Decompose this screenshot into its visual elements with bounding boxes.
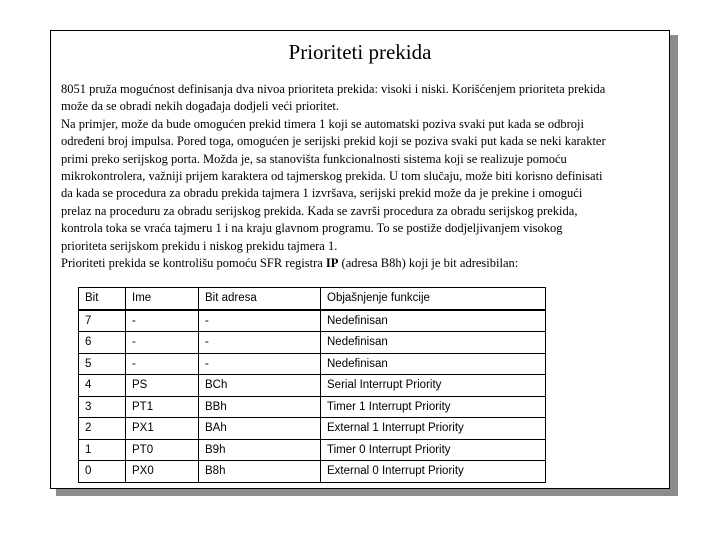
cell-name: PT0 (126, 439, 199, 461)
register-name: IP (325, 256, 339, 271)
table-row (79, 353, 546, 375)
table-row (79, 396, 546, 418)
table-row (79, 310, 546, 332)
cell-name: - (126, 310, 199, 332)
cell-name: PX1 (126, 418, 199, 440)
cell-bit-address: BBh (199, 396, 321, 418)
cell-name: - (126, 353, 199, 375)
cell-bit-address: B8h (199, 461, 321, 483)
paragraph-example: Na primjer, može da bude omogućen prekid timera 1 koji se automatski poziva svaki put kada se odbroji određeni broj impulsa. Pored toga, omogućen je serijski prekid koji se poziva svaki put kada se neki karakter primi preko serijskog porta. Možda je, sa stanovišta funkcionalnosti sistema koji se realizuje pomoću mikrokontrolera, važniji prijem karaktera od tajmerskog prekida. U tom slučaju, može biti korisno definisati da kada se procedura za obradu prekida tajmera 1 izvršava, serijski prekid može da je prekine i omogući prelaz na proceduru za obradu serijskog prekida. Kada se završi procedura za obradu serijskog prekida, kontrola toka se vraća tajmeru 1 i na kraju glavnom programu. To se postiže dodjeljivanjem visokog prioriteta serijskom prekidu i niskog prekidu tajmera 1. (61, 116, 606, 253)
cell-bit-address: - (199, 353, 321, 375)
paragraph-register (61, 255, 673, 272)
cell-bit: 4 (79, 375, 126, 397)
cell-description: Serial Interrupt Priority (321, 375, 546, 397)
cell-bit: 7 (79, 310, 126, 332)
cell-description: Timer 1 Interrupt Priority (321, 396, 546, 418)
cell-description: Timer 0 Interrupt Priority (321, 439, 546, 461)
ip-register-table (78, 287, 546, 483)
cell-name: - (126, 332, 199, 354)
table-row (79, 418, 546, 440)
table-row (79, 461, 546, 483)
cell-bit-address: BCh (199, 375, 321, 397)
cell-bit: 3 (79, 396, 126, 418)
cell-bit-address: BAh (199, 418, 321, 440)
table-row (79, 375, 546, 397)
cell-description: Nedefinisan (321, 310, 546, 332)
cell-name: PT1 (126, 396, 199, 418)
cell-description: Nedefinisan (321, 353, 546, 375)
cell-description: External 1 Interrupt Priority (321, 418, 546, 440)
header-bit-address: Bit adresa (199, 288, 321, 310)
header-bit: Bit (79, 288, 126, 310)
cell-description: External 0 Interrupt Priority (321, 461, 546, 483)
cell-bit-address: - (199, 310, 321, 332)
table-row (79, 439, 546, 461)
cell-bit: 2 (79, 418, 126, 440)
slide-frame (50, 30, 670, 489)
cell-bit: 0 (79, 461, 126, 483)
cell-bit-address: - (199, 332, 321, 354)
cell-bit: 5 (79, 353, 126, 375)
cell-description: Nedefinisan (321, 332, 546, 354)
body-text (61, 81, 673, 272)
table-row (79, 332, 546, 354)
cell-bit: 6 (79, 332, 126, 354)
cell-bit-address: B9h (199, 439, 321, 461)
header-description: Objašnjenje funkcije (321, 288, 546, 310)
register-text-after: (adresa B8h) koji je bit adresibilan: (338, 256, 519, 271)
page-title: Prioriteti prekida (288, 40, 432, 64)
table-header-row (79, 288, 546, 310)
register-text-before: Prioriteti prekida se kontrolišu pomoću SFR registra (61, 256, 326, 271)
header-name: Ime (126, 288, 199, 310)
cell-bit: 1 (79, 439, 126, 461)
cell-name: PX0 (126, 461, 199, 483)
cell-name: PS (126, 375, 199, 397)
paragraph-intro: 8051 pruža mogućnost definisanja dva nivoa prioriteta prekida: visoki i niski. Korišćenjem prioriteta prekida može da se obradi nekih događaja dodjeli veći prioritet. (61, 82, 606, 114)
